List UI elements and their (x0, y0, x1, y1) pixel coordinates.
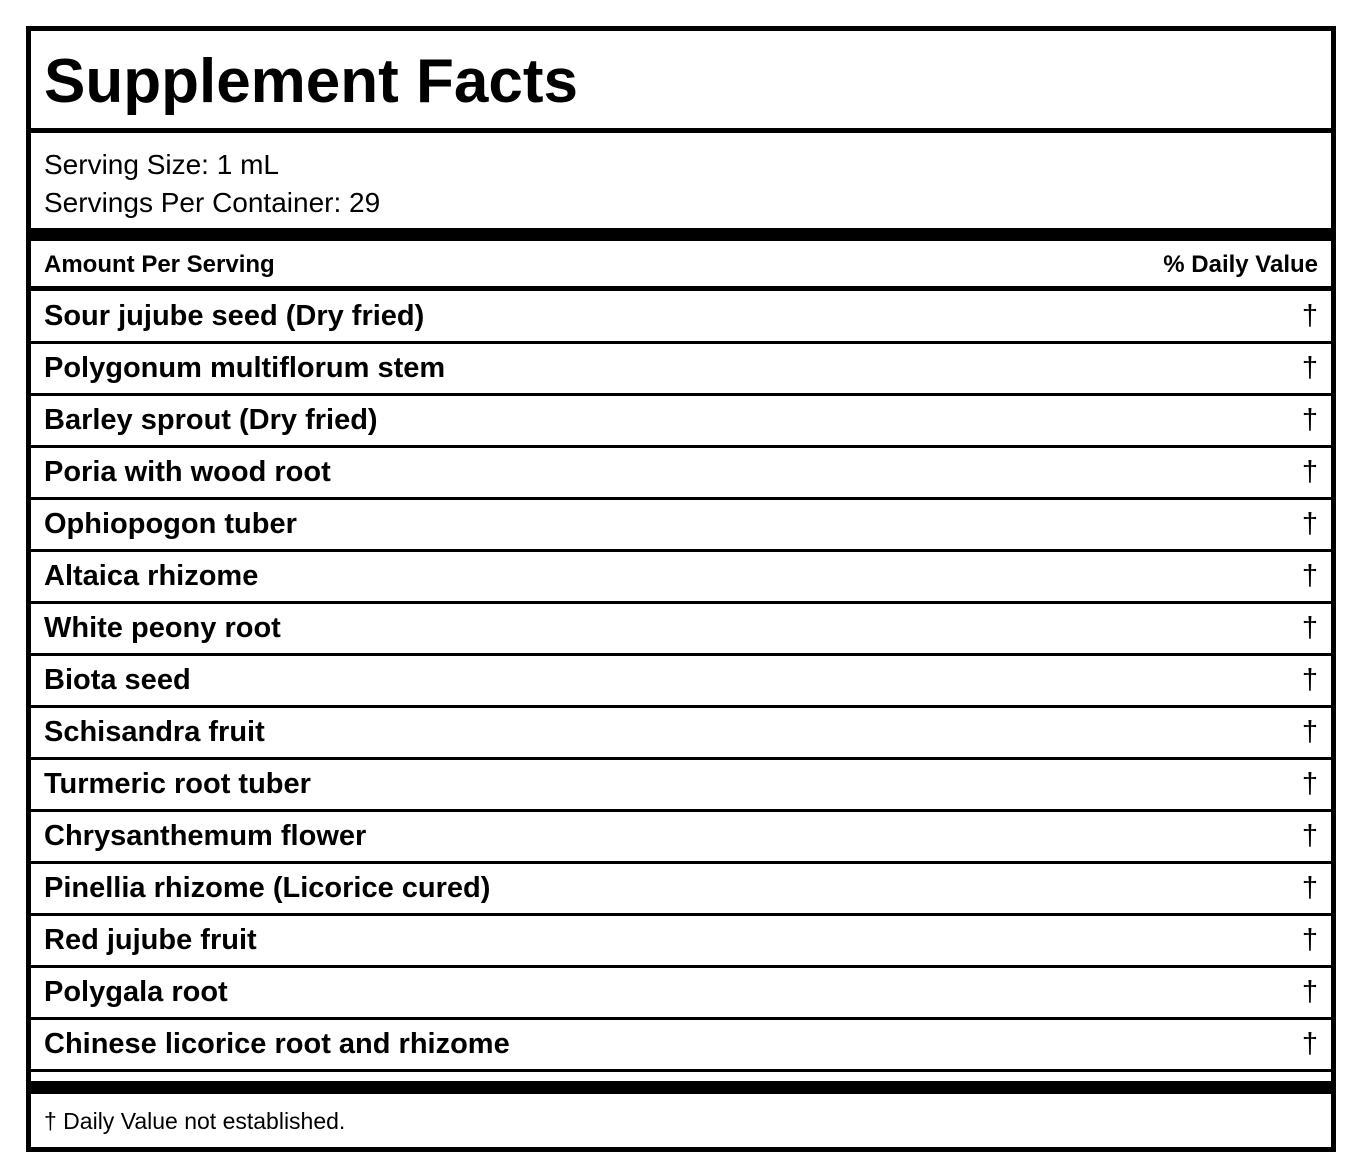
daily-value: † (1301, 976, 1318, 1008)
daily-value: † (1301, 872, 1318, 904)
daily-value: † (1301, 300, 1318, 332)
ingredient-row (31, 916, 1331, 968)
ingredient-name: Sour jujube seed (Dry fried) (44, 300, 425, 332)
daily-value: † (1301, 820, 1318, 852)
daily-value: † (1301, 716, 1318, 748)
ingredient-name: Red jujube fruit (44, 924, 257, 956)
daily-value: † (1301, 352, 1318, 384)
ingredient-name: Poria with wood root (44, 456, 331, 488)
ingredient-name: Altaica rhizome (44, 560, 259, 592)
daily-value: † (1301, 456, 1318, 488)
ingredient-row (31, 656, 1331, 708)
title-divider (31, 128, 1331, 133)
ingredient-name: Schisandra fruit (44, 716, 265, 748)
ingredient-name: White peony root (44, 612, 281, 644)
daily-value: † (1301, 612, 1318, 644)
ingredient-row (31, 292, 1331, 344)
ingredient-row (31, 396, 1331, 448)
ingredient-row (31, 604, 1331, 656)
ingredient-name: Chinese licorice root and rhizome (44, 1028, 510, 1060)
ingredient-row (31, 1020, 1331, 1072)
ingredient-row (31, 500, 1331, 552)
daily-value: † (1301, 664, 1318, 696)
ingredient-name: Ophiopogon tuber (44, 508, 297, 540)
daily-value: † (1301, 404, 1318, 436)
servings-per-container: Servings Per Container: 29 (44, 187, 381, 218)
ingredient-row (31, 968, 1331, 1020)
daily-value: † (1301, 768, 1318, 800)
ingredient-row (31, 708, 1331, 760)
daily-value: † (1301, 508, 1318, 540)
ingredient-row (31, 760, 1331, 812)
ingredient-name: Turmeric root tuber (44, 768, 311, 800)
ingredient-row (31, 344, 1331, 396)
ingredient-name: Polygonum multiflorum stem (44, 352, 446, 384)
ingredient-name: Pinellia rhizome (Licorice cured) (44, 872, 491, 904)
panel-title: Supplement Facts (44, 47, 578, 116)
daily-value-header: % Daily Value (1163, 251, 1318, 278)
amount-per-serving-header: Amount Per Serving (44, 251, 275, 278)
daily-value: † (1301, 924, 1318, 956)
ingredient-list (31, 292, 1331, 1072)
footnote: † Daily Value not established. (44, 1108, 346, 1134)
ingredient-row (31, 864, 1331, 916)
daily-value: † (1301, 1028, 1318, 1060)
ingredient-name: Barley sprout (Dry fried) (44, 404, 378, 436)
ingredient-name: Polygala root (44, 976, 228, 1008)
daily-value: † (1301, 560, 1318, 592)
thick-divider-top (31, 228, 1331, 241)
thick-divider-bottom (31, 1081, 1331, 1094)
serving-size: Serving Size: 1 mL (44, 149, 279, 180)
ingredient-name: Biota seed (44, 664, 191, 696)
header-divider (31, 286, 1331, 291)
ingredient-row (31, 812, 1331, 864)
ingredient-name: Chrysanthemum flower (44, 820, 367, 852)
supplement-facts-panel (26, 26, 1336, 1152)
ingredient-row (31, 552, 1331, 604)
ingredient-row (31, 448, 1331, 500)
